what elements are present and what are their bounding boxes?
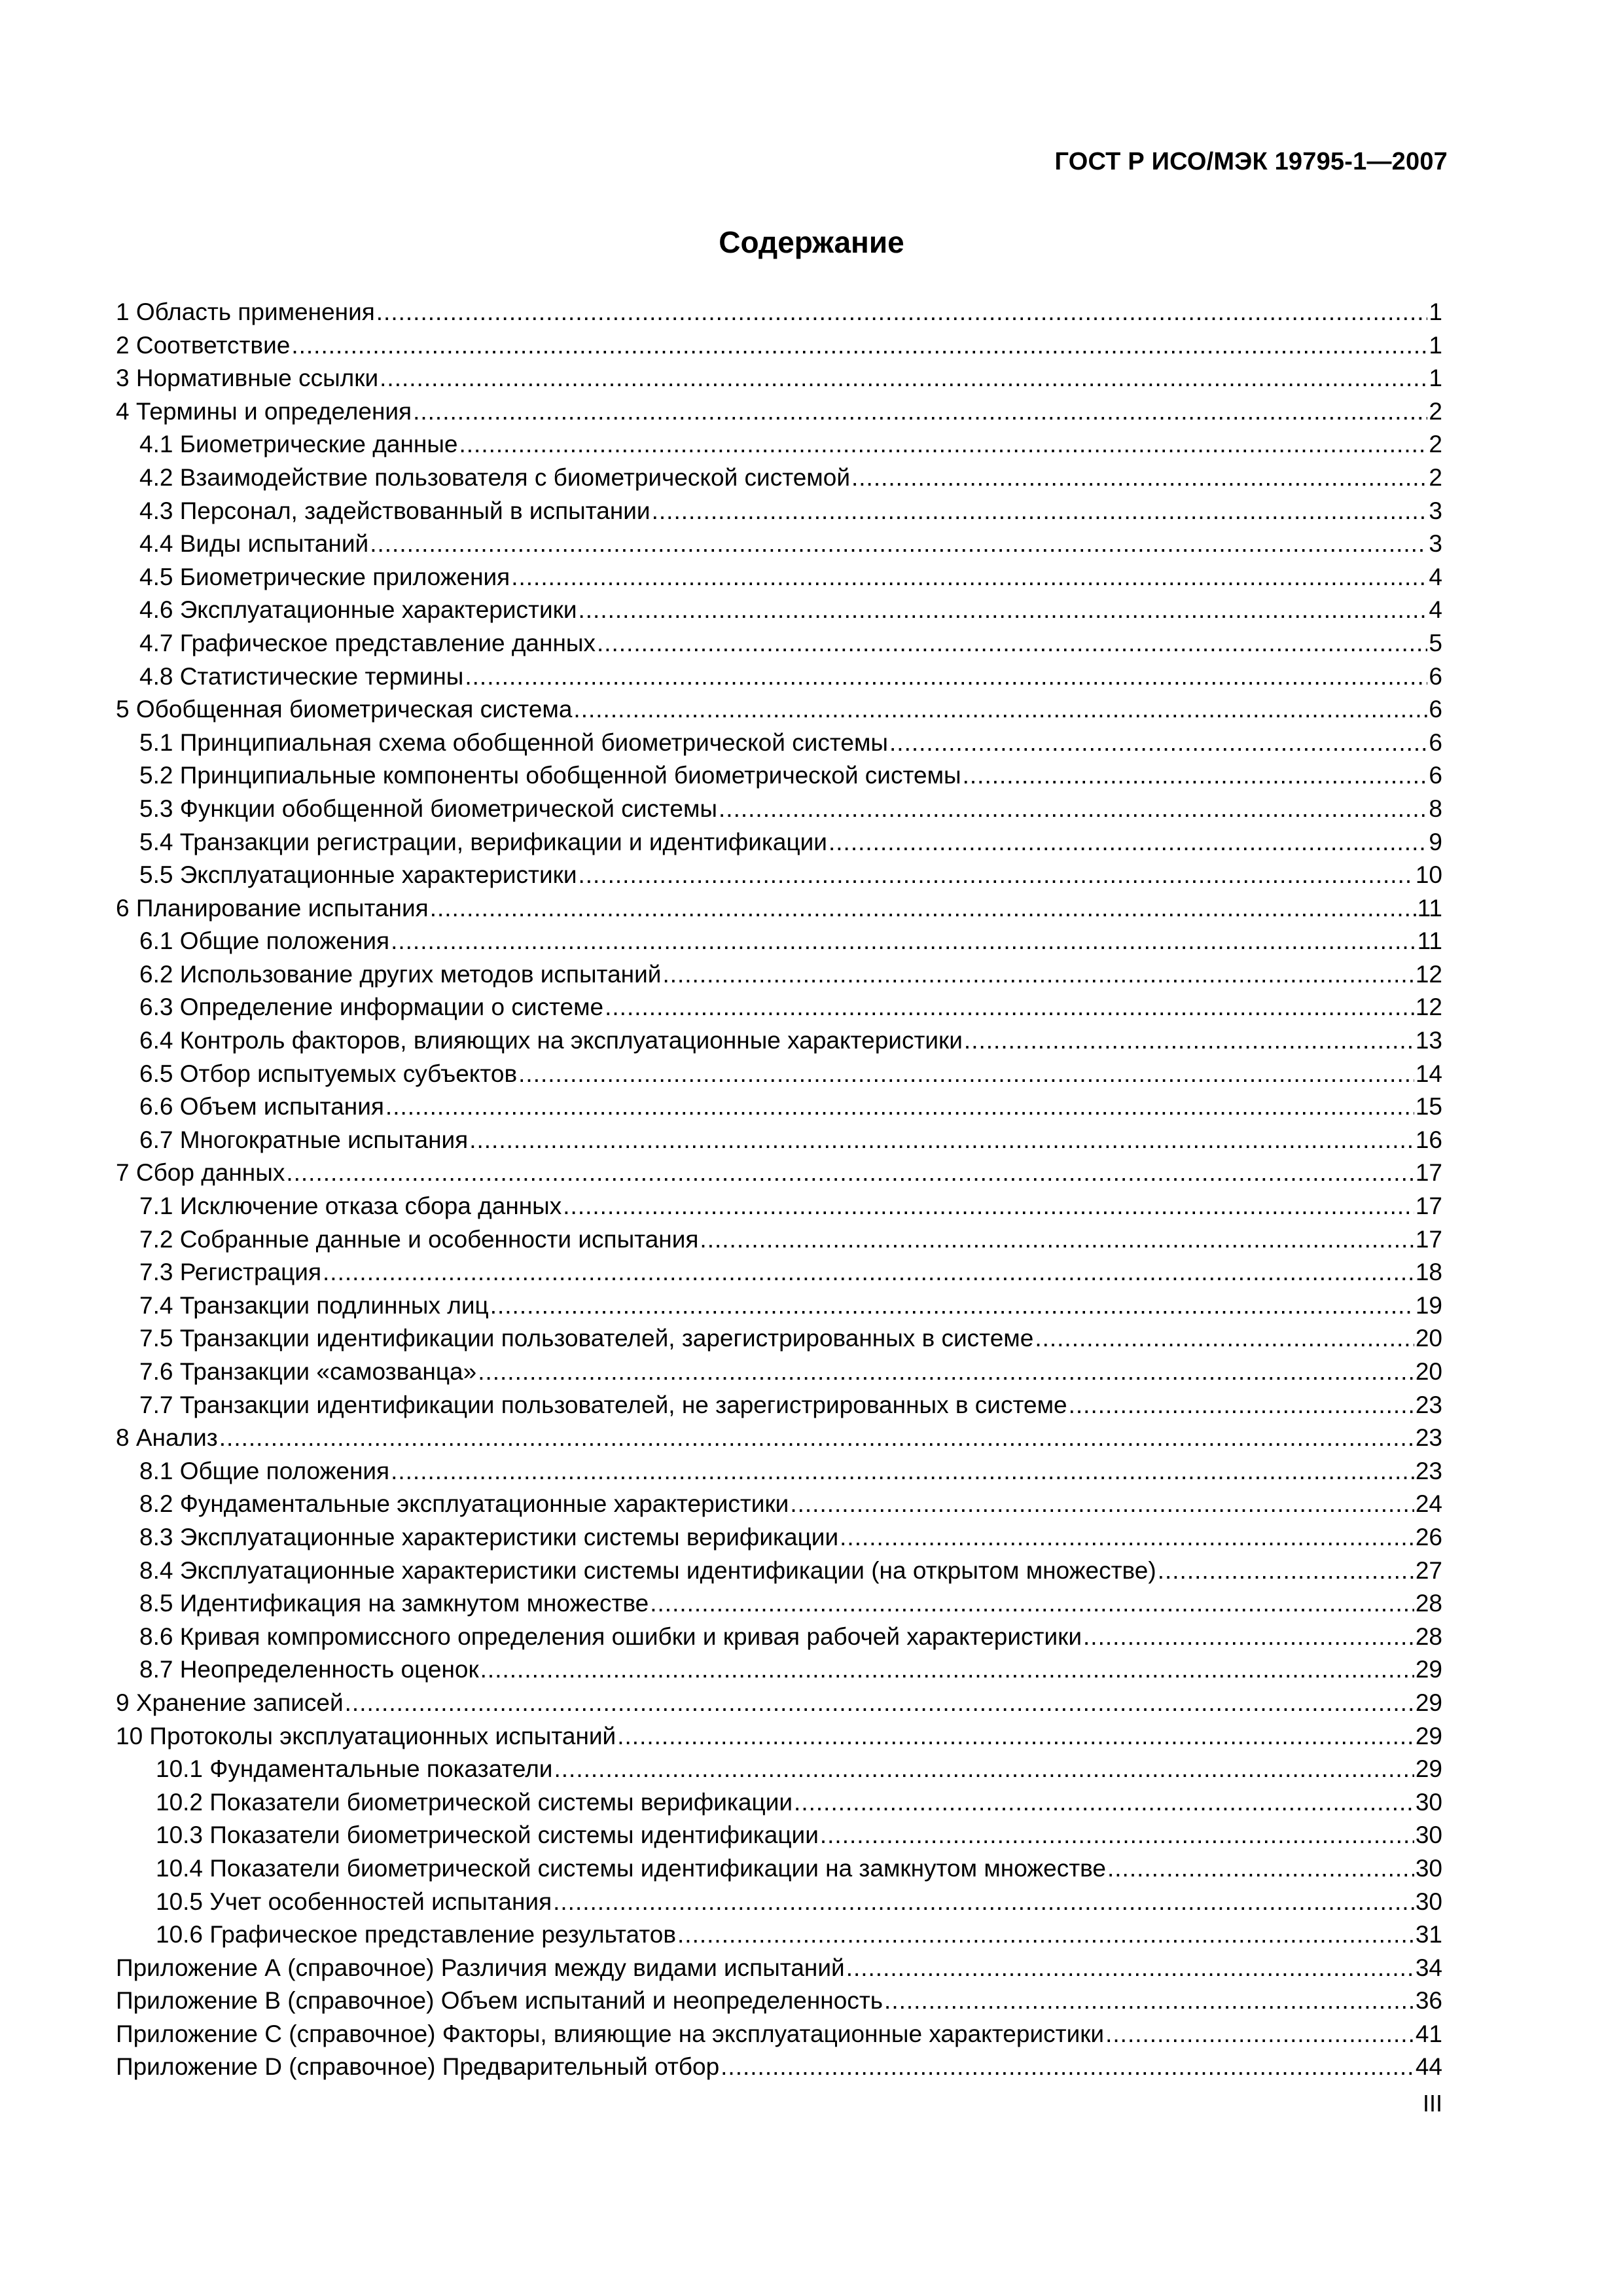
toc-entry-label: 10 Протоколы эксплуатационных испытаний <box>116 1722 616 1749</box>
toc-entry-label: 3 Нормативные ссылки <box>116 365 379 392</box>
dot-leader <box>370 528 1427 561</box>
toc-entry-page: 1 <box>1429 365 1442 392</box>
toc-entry-page: 30 <box>1415 1854 1442 1882</box>
dot-leader <box>563 1190 1414 1223</box>
toc-entry-page: 31 <box>1415 1921 1442 1948</box>
toc-entry[interactable] <box>116 1422 1442 1455</box>
toc-entry-page: 9 <box>1429 828 1442 855</box>
toc-entry-page: 6 <box>1429 728 1442 756</box>
dot-leader <box>1035 1322 1414 1355</box>
toc-entry[interactable] <box>116 1852 1442 1886</box>
toc-entry[interactable] <box>116 1322 1442 1355</box>
toc-entry-page: 3 <box>1429 497 1442 524</box>
dot-leader <box>700 1223 1414 1257</box>
toc-entry-label: 6.6 Объем испытания <box>139 1093 384 1121</box>
toc-entry[interactable] <box>116 759 1442 793</box>
toc-entry-page: 29 <box>1415 1755 1442 1783</box>
dot-leader <box>480 1653 1414 1687</box>
toc-entry-page: 29 <box>1415 1656 1442 1683</box>
toc-entry-page: 44 <box>1415 2053 1442 2081</box>
toc-entry[interactable] <box>116 693 1442 726</box>
toc-entry-page: 17 <box>1415 1225 1442 1253</box>
dot-leader <box>430 892 1416 925</box>
toc-entry[interactable] <box>116 1090 1442 1124</box>
dot-leader <box>286 1157 1414 1190</box>
toc-entry[interactable] <box>116 1256 1442 1289</box>
standard-designation: ГОСТ Р ИСО/МЭК 19795-1—2007 <box>1054 148 1448 175</box>
toc-entry-label: 6.5 Отбор испытуемых субъектов <box>139 1060 518 1087</box>
toc-entry[interactable] <box>116 362 1442 395</box>
dot-leader <box>605 991 1414 1024</box>
toc-entry-label: 10.4 Показатели биометрической системы идентификации на замкнутом множестве <box>156 1854 1106 1882</box>
dot-leader <box>579 859 1414 892</box>
toc-entry-label: 6.4 Контроль факторов, влияющих на эксплуатационные характеристики <box>139 1027 963 1054</box>
toc-entry[interactable] <box>116 329 1442 363</box>
toc-entry-label: 4.8 Статистические термины <box>139 662 464 690</box>
toc-entry[interactable] <box>116 1753 1442 1786</box>
toc-entry[interactable] <box>116 1918 1442 1952</box>
toc-entry-label: 6.2 Использование других методов испытаний <box>139 960 662 988</box>
toc-entry[interactable] <box>116 2051 1442 2084</box>
toc-entry-label: Приложение D (справочное) Предварительный отбор <box>116 2053 720 2081</box>
toc-entry[interactable] <box>116 495 1442 528</box>
toc-entry[interactable] <box>116 594 1442 627</box>
toc-entry[interactable] <box>116 925 1442 958</box>
toc-entry-page: 4 <box>1429 563 1442 590</box>
toc-entry[interactable] <box>116 991 1442 1024</box>
dot-leader <box>323 1256 1414 1289</box>
dot-leader <box>554 1753 1414 1786</box>
toc-entry[interactable] <box>116 1984 1442 2018</box>
dot-leader <box>385 1090 1414 1124</box>
toc-entry-label: Приложение А (справочное) Различия между видами испытаний <box>116 1954 845 1981</box>
dot-leader <box>553 1886 1414 1919</box>
toc-entry-label: 10.2 Показатели биометрической системы верификации <box>156 1788 793 1816</box>
toc-entry[interactable] <box>116 859 1442 892</box>
toc-entry[interactable] <box>116 1786 1442 1820</box>
toc-entry-label: 6.7 Многократные испытания <box>139 1126 469 1153</box>
toc-entry-page: 34 <box>1415 1954 1442 1981</box>
toc-entry-label: 7.4 Транзакции подлинных лиц <box>139 1291 489 1319</box>
toc-entry-page: 17 <box>1415 1193 1442 1220</box>
toc-entry-page: 12 <box>1415 960 1442 988</box>
toc-entry-page: 1 <box>1429 331 1442 359</box>
toc-entry-page: 18 <box>1415 1259 1442 1286</box>
dot-leader <box>291 329 1427 363</box>
toc-entry-page: 11 <box>1417 927 1442 955</box>
toc-entry[interactable] <box>116 1488 1442 1521</box>
toc-entry[interactable] <box>116 1157 1442 1190</box>
toc-entry-label: 7.5 Транзакции идентификации пользователей, зарегистрированных в системе <box>139 1325 1034 1352</box>
toc-entry-label: 8.7 Неопределенность оценок <box>139 1656 479 1683</box>
dot-leader <box>1083 1621 1414 1654</box>
toc-entry-page: 29 <box>1415 1689 1442 1716</box>
toc-entry-page: 14 <box>1415 1060 1442 1087</box>
dot-leader <box>650 1587 1414 1621</box>
toc-entry-page: 2 <box>1429 397 1442 425</box>
dot-leader <box>1107 1852 1414 1886</box>
toc-entry[interactable] <box>116 627 1442 660</box>
toc-entry[interactable] <box>116 1124 1442 1157</box>
toc-entry[interactable] <box>116 826 1442 859</box>
toc-entry-page: 20 <box>1415 1358 1442 1385</box>
dot-leader <box>617 1720 1414 1753</box>
toc-entry-page: 15 <box>1415 1093 1442 1121</box>
toc-entry-label: 7.2 Собранные данные и особенности испытания <box>139 1225 699 1253</box>
dot-leader <box>829 826 1427 859</box>
page-number: III <box>1422 2090 1442 2117</box>
toc-entry[interactable] <box>116 1521 1442 1554</box>
toc-entry-page: 23 <box>1415 1424 1442 1452</box>
toc-entry-page: 28 <box>1415 1623 1442 1650</box>
toc-entry-label: 8.1 Общие положения <box>139 1457 390 1484</box>
dot-leader <box>963 759 1428 793</box>
toc-entry-page: 30 <box>1415 1788 1442 1816</box>
toc-entry[interactable] <box>116 528 1442 561</box>
toc-entry-page: 2 <box>1429 463 1442 491</box>
toc-entry-label: 5.1 Принципиальная схема обобщенной биометрической системы <box>139 728 889 756</box>
toc-entry-label: 6 Планирование испытания <box>116 894 429 922</box>
toc-entry-page: 28 <box>1415 1590 1442 1617</box>
dot-leader <box>790 1488 1414 1521</box>
page-title: Содержание <box>719 225 904 259</box>
dot-leader <box>478 1355 1414 1389</box>
dot-leader <box>380 362 1427 395</box>
toc-entry[interactable] <box>116 958 1442 992</box>
toc-entry[interactable] <box>116 1024 1442 1058</box>
toc-entry[interactable] <box>116 461 1442 495</box>
table-of-contents <box>116 296 1442 2084</box>
toc-entry[interactable] <box>116 296 1442 329</box>
dot-leader <box>391 1455 1414 1488</box>
toc-entry-page: 1 <box>1429 298 1442 325</box>
toc-entry-page: 6 <box>1429 762 1442 789</box>
toc-entry-label: 8.4 Эксплуатационные характеристики системы идентификации (на открытом множестве) <box>139 1556 1156 1584</box>
dot-leader <box>376 296 1428 329</box>
dot-leader <box>840 1521 1414 1554</box>
toc-entry[interactable] <box>116 561 1442 594</box>
toc-entry-page: 30 <box>1415 1821 1442 1849</box>
toc-entry-label: 10.1 Фундаментальные показатели <box>156 1755 553 1783</box>
toc-entry-label: 8.6 Кривая компромиссного определения ошибки и кривая рабочей характеристики <box>139 1623 1082 1650</box>
toc-entry-label: 4.2 Взаимодействие пользователя с биометрической системой <box>139 463 850 491</box>
toc-entry-label: 7.3 Регистрация <box>139 1259 322 1286</box>
toc-entry-label: 10.5 Учет особенностей испытания <box>156 1888 552 1915</box>
dot-leader <box>652 495 1428 528</box>
dot-leader <box>345 1687 1414 1720</box>
toc-entry-label: 10.3 Показатели биометрической системы идентификации <box>156 1821 819 1849</box>
toc-entry[interactable] <box>116 1455 1442 1488</box>
toc-entry-page: 6 <box>1429 662 1442 690</box>
toc-entry-label: 5.4 Транзакции регистрации, верификации и идентификации <box>139 828 827 855</box>
toc-entry-page: 2 <box>1429 431 1442 458</box>
toc-entry-label: 10.6 Графическое представление результатов <box>156 1921 677 1948</box>
dot-leader <box>1158 1554 1414 1588</box>
dot-leader <box>465 660 1427 694</box>
toc-entry-page: 8 <box>1429 795 1442 822</box>
toc-entry-page: 12 <box>1415 994 1442 1021</box>
toc-entry-page: 24 <box>1415 1490 1442 1518</box>
toc-entry-label: 4.5 Биометрические приложения <box>139 563 510 590</box>
toc-entry-label: 6.1 Общие положения <box>139 927 390 955</box>
dot-leader <box>884 1984 1414 2018</box>
toc-entry-page: 5 <box>1429 629 1442 656</box>
toc-entry-page: 13 <box>1415 1027 1442 1054</box>
toc-entry-page: 29 <box>1415 1722 1442 1749</box>
toc-entry[interactable] <box>116 660 1442 694</box>
dot-leader <box>1105 2018 1414 2051</box>
dot-leader <box>579 594 1428 627</box>
dot-leader <box>518 1058 1414 1091</box>
toc-entry-label: 1 Область применения <box>116 298 375 325</box>
dot-leader <box>721 2051 1414 2084</box>
dot-leader <box>219 1422 1414 1455</box>
toc-entry-page: 10 <box>1415 861 1442 889</box>
toc-entry[interactable] <box>116 1587 1442 1621</box>
toc-entry-label: 6.3 Определение информации о системе <box>139 994 604 1021</box>
toc-entry-page: 20 <box>1415 1325 1442 1352</box>
toc-entry-label: 4.6 Эксплуатационные характеристики <box>139 596 577 624</box>
toc-entry-label: 7.6 Транзакции «самозванца» <box>139 1358 477 1385</box>
dot-leader <box>597 627 1427 660</box>
toc-entry-page: 11 <box>1417 894 1442 922</box>
toc-entry-page: 6 <box>1429 696 1442 723</box>
toc-entry-page: 27 <box>1415 1556 1442 1584</box>
dot-leader <box>490 1289 1414 1323</box>
toc-entry-label: 4.1 Биометрические данные <box>139 431 458 458</box>
dot-leader <box>889 726 1427 760</box>
toc-entry[interactable] <box>116 1687 1442 1720</box>
dot-leader <box>851 461 1427 495</box>
toc-entry[interactable] <box>116 1058 1442 1091</box>
toc-entry[interactable] <box>116 1653 1442 1687</box>
dot-leader <box>1069 1389 1414 1422</box>
toc-entry-label: 7.1 Исключение отказа сбора данных <box>139 1193 562 1220</box>
toc-entry-label: 4.7 Графическое представление данных <box>139 629 596 656</box>
toc-entry-label: 5.3 Функции обобщенной биометрической системы <box>139 795 718 822</box>
toc-entry[interactable] <box>116 1223 1442 1257</box>
dot-leader <box>573 693 1427 726</box>
toc-entry[interactable] <box>116 1886 1442 1919</box>
toc-entry-page: 17 <box>1415 1159 1442 1187</box>
toc-entry-label: 5 Обобщенная биометрическая система <box>116 696 573 723</box>
toc-entry-label: 4.4 Виды испытаний <box>139 530 369 558</box>
toc-entry[interactable] <box>116 1355 1442 1389</box>
toc-entry-page: 36 <box>1415 1987 1442 2015</box>
dot-leader <box>719 793 1427 826</box>
toc-entry-label: 5.5 Эксплуатационные характеристики <box>139 861 577 889</box>
toc-entry[interactable] <box>116 1389 1442 1422</box>
toc-entry-page: 4 <box>1429 596 1442 624</box>
toc-entry[interactable] <box>116 1190 1442 1223</box>
dot-leader <box>459 428 1428 461</box>
toc-entry-page: 23 <box>1415 1391 1442 1418</box>
toc-entry-label: Приложение В (справочное) Объем испытаний и неопределенность <box>116 1987 883 2015</box>
toc-entry-page: 30 <box>1415 1888 1442 1915</box>
toc-entry[interactable] <box>116 428 1442 461</box>
toc-entry-label: 8 Анализ <box>116 1424 218 1452</box>
toc-entry-label: 7.7 Транзакции идентификации пользователей, не зарегистрированных в системе <box>139 1391 1067 1418</box>
toc-entry-page: 19 <box>1415 1291 1442 1319</box>
dot-leader <box>794 1786 1414 1820</box>
dot-leader <box>820 1819 1414 1852</box>
toc-entry[interactable] <box>116 793 1442 826</box>
toc-entry-label: 8.5 Идентификация на замкнутом множестве <box>139 1590 649 1617</box>
dot-leader <box>391 925 1416 958</box>
dot-leader <box>964 1024 1414 1058</box>
toc-entry[interactable] <box>116 1720 1442 1753</box>
toc-entry-page: 23 <box>1415 1457 1442 1484</box>
toc-entry-label: 7 Сбор данных <box>116 1159 285 1187</box>
toc-entry[interactable] <box>116 1289 1442 1323</box>
toc-entry[interactable] <box>116 892 1442 925</box>
toc-entry[interactable] <box>116 1554 1442 1588</box>
toc-entry[interactable] <box>116 1621 1442 1654</box>
toc-entry-label: 5.2 Принципиальные компоненты обобщенной биометрической системы <box>139 762 961 789</box>
dot-leader <box>413 395 1427 429</box>
toc-entry-label: 8.3 Эксплуатационные характеристики системы верификации <box>139 1523 839 1551</box>
dot-leader <box>677 1918 1414 1952</box>
dot-leader <box>662 958 1414 992</box>
toc-entry-label: 8.2 Фундаментальные эксплуатационные характеристики <box>139 1490 789 1518</box>
toc-entry[interactable] <box>116 726 1442 760</box>
toc-entry[interactable] <box>116 1819 1442 1852</box>
toc-entry-label: 9 Хранение записей <box>116 1689 344 1716</box>
toc-entry-page: 3 <box>1429 530 1442 558</box>
dot-leader <box>511 561 1427 594</box>
toc-entry-page: 16 <box>1415 1126 1442 1153</box>
toc-entry[interactable] <box>116 1952 1442 1985</box>
toc-entry[interactable] <box>116 395 1442 429</box>
toc-entry[interactable] <box>116 2018 1442 2051</box>
toc-entry-page: 26 <box>1415 1523 1442 1551</box>
dot-leader <box>846 1952 1414 1985</box>
toc-entry-page: 41 <box>1415 2020 1442 2047</box>
toc-entry-label: Приложение С (справочное) Факторы, влияющие на эксплуатационные характеристики <box>116 2020 1105 2047</box>
toc-entry-label: 4 Термины и определения <box>116 397 412 425</box>
toc-entry-label: 4.3 Персонал, задействованный в испытании <box>139 497 651 524</box>
toc-entry-label: 2 Соответствие <box>116 331 291 359</box>
dot-leader <box>469 1124 1414 1157</box>
